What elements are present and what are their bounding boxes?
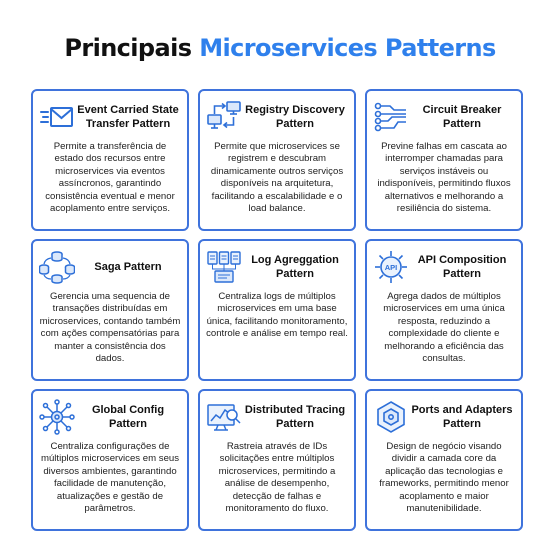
- card-title: Distributed Tracing Pattern: [244, 404, 346, 430]
- hexagon-ports-icon: [372, 399, 410, 435]
- card-distributed-tracing: [198, 389, 356, 531]
- card-event-carried-state-transfer: [31, 89, 189, 231]
- title-accent: Microservices Patterns: [199, 34, 496, 62]
- card-saga: [31, 239, 189, 381]
- api-badge-text: API: [384, 263, 398, 272]
- card-description: Gerencia uma sequencia de transações distribuídas em microservices, contando também com ações compensatórias para manter a consistência dos dados.: [39, 291, 181, 365]
- config-network-icon: [38, 399, 76, 435]
- tracing-chart-icon: [205, 399, 243, 435]
- card-title: Circuit Breaker Pattern: [422, 104, 502, 130]
- patterns-grid: [31, 89, 523, 531]
- card-title: Registry Discovery Pattern: [245, 104, 345, 130]
- card-description: Centraliza logs de múltiplos microservices em uma base única, facilitando monitoramento, controle e análise em tempo real.: [206, 291, 348, 340]
- network-computers-icon: [205, 99, 243, 135]
- card-global-config: [31, 389, 189, 531]
- api-gear-icon: [372, 249, 410, 285]
- card-title: API Composition Pattern: [417, 254, 507, 280]
- card-log-aggregation: [198, 239, 356, 381]
- logs-icon: [205, 249, 243, 285]
- card-description: Permite que microservices se registrem e descubram dinamicamente outros serviços disponíveis na arquitetura, facilitando a escalabilidade e o load balance.: [210, 141, 344, 215]
- card-description: Previne falhas em cascata ao interromper chamadas para serviços instáveis ou indisponíveis, permitindo fluxos alternativos e melhorando a resiliência do sistema.: [377, 141, 511, 215]
- card-ports-and-adapters: [365, 389, 523, 531]
- card-title: Global Config Pattern: [91, 404, 165, 430]
- card-registry-discovery: [198, 89, 356, 231]
- database-flow-icon: [38, 249, 76, 285]
- card-title: Ports and Adapters Pattern: [411, 404, 513, 430]
- card-title: Saga Pattern: [94, 261, 162, 273]
- envelope-icon: [38, 99, 76, 135]
- card-description: Design de negócio visando dividir a camada core da aplicação das tecnologias e frameworks, permitindo menor acoplamento e maior manutenibilidade.: [379, 441, 509, 515]
- card-description: Rastreia através de IDs solicitações entre múltiplos microservices, permitindo a análise de desempenho, detecção de falhas e monitoramento do fluxo.: [218, 441, 336, 515]
- card-title: Log Agreggation Pattern: [251, 254, 339, 280]
- card-description: Centraliza configurações de múltiplos microservices em seus diversos ambientes, garantindo facilidade de manutenção, atualizações e gestão de parâmetros.: [40, 441, 180, 515]
- page-title: [0, 34, 560, 62]
- card-description: Permite a transferência de estado dos recursos entre microservices via eventos assíncronos, garantindo consistência eventual e menor acoplamento entre serviços.: [45, 141, 175, 215]
- circuit-icon: [372, 99, 410, 135]
- title-plain: Principais: [64, 34, 192, 62]
- card-api-composition: [365, 239, 523, 381]
- card-title: Event Carried State Transfer Pattern: [77, 104, 179, 130]
- card-description: Agrega dados de múltiplos microservices em uma única resposta, reduzindo a complexidade do cliente e melhorando a eficiência das consultas.: [383, 291, 505, 365]
- card-circuit-breaker: [365, 89, 523, 231]
